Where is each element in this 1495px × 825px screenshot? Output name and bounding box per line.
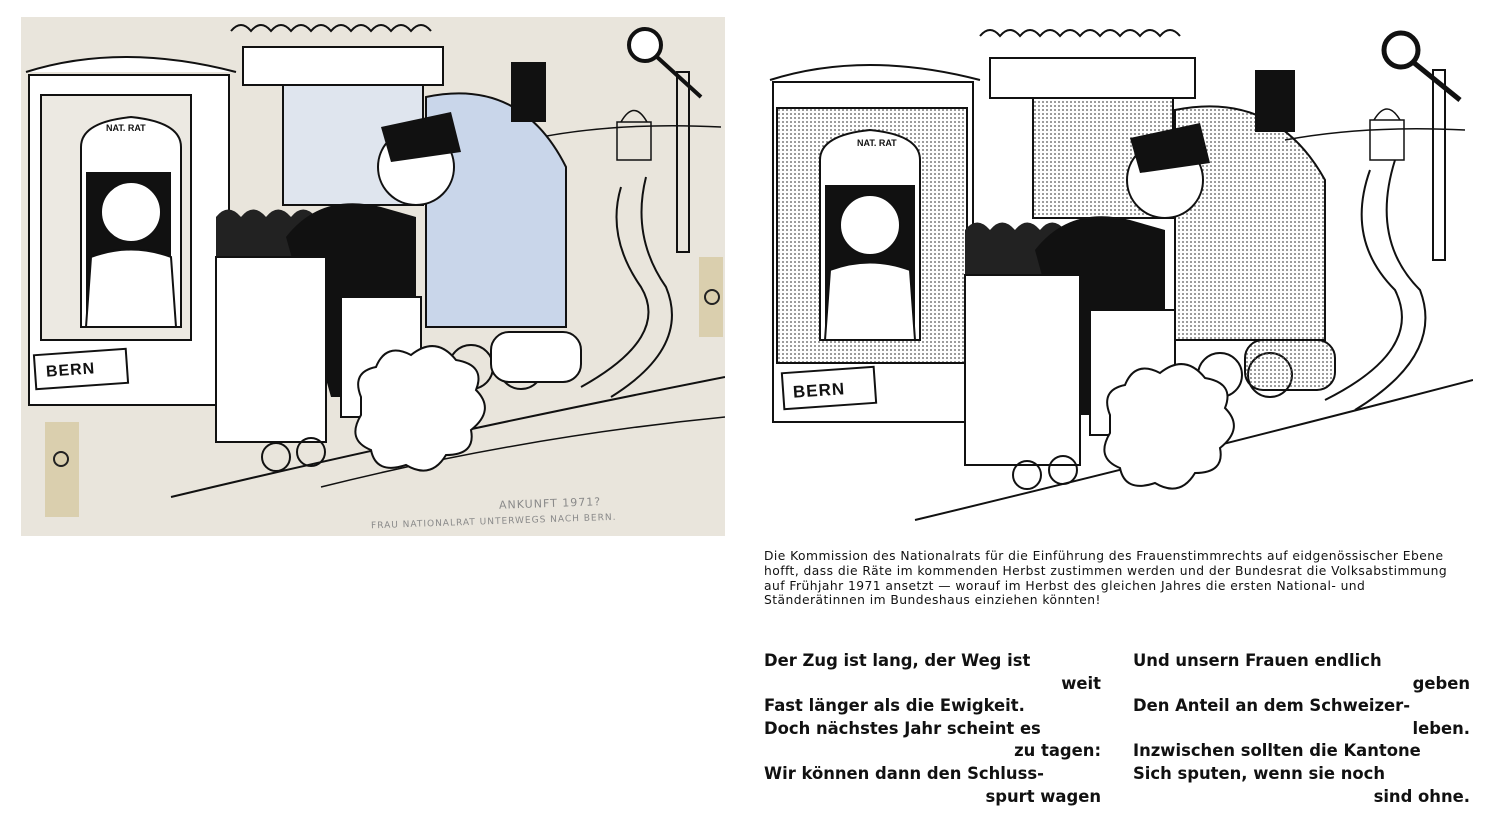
original-drawing [21, 17, 725, 536]
poem-line: Und unsern Frauen endlich [1133, 651, 1382, 670]
poem-line: Wir können dann den Schluss- [764, 763, 1044, 783]
caption-paragraph: Die Kommission des Nationalrats für die Einführung des Frauenstimmrechts auf eidgenössischer Ebene hofft, dass die Räte im kommenden Herbst zustimmen werden und der Bundesrat die Volksabstimmung auf Frühjahr 1971 ansetzt — worauf im Herbst des gleichen Jahres die ersten National- und Ständerätinnen im Bundeshaus einziehen könnten! [764, 549, 1448, 608]
poem-line: Sich sputen, wenn sie noch [1133, 763, 1386, 783]
poem-line: Doch nächstes Jahr scheint es [764, 718, 1041, 738]
printed-cartoon-illustration [765, 20, 1473, 535]
poem-line: weit [1061, 673, 1101, 693]
poem-line: Den Anteil an dem Schweizer- [1133, 696, 1411, 716]
cab-label: NAT. RAT [857, 138, 897, 148]
poem-column-right [1133, 650, 1470, 808]
bern-sign-label: BERN [792, 379, 846, 402]
poem-line: geben [1412, 673, 1470, 693]
bern-sign-label: BERN [45, 360, 96, 381]
poem-line: leben. [1412, 718, 1470, 738]
poem-line: Inzwischen sollten die Kantone [1133, 741, 1421, 761]
poem-line: Der Zug ist lang, der Weg ist [764, 651, 1031, 670]
poem-line: spurt wagen [985, 786, 1101, 806]
poem-line: Fast länger als die Ewigkeit. [764, 696, 1025, 716]
poem-line: sind ohne. [1373, 786, 1470, 806]
cab-label: NAT. RAT [106, 123, 146, 133]
pencil-note-arrival: ANKUNFT 1971? [498, 495, 602, 512]
poem-column-left [764, 650, 1101, 808]
original-cartoon-illustration [21, 17, 725, 536]
poem-line: zu tagen: [1014, 741, 1101, 761]
printed-cartoon [765, 20, 1473, 535]
pencil-note-title: FRAU NATIONALRAT UNTERWEGS NACH BERN. [370, 512, 617, 532]
